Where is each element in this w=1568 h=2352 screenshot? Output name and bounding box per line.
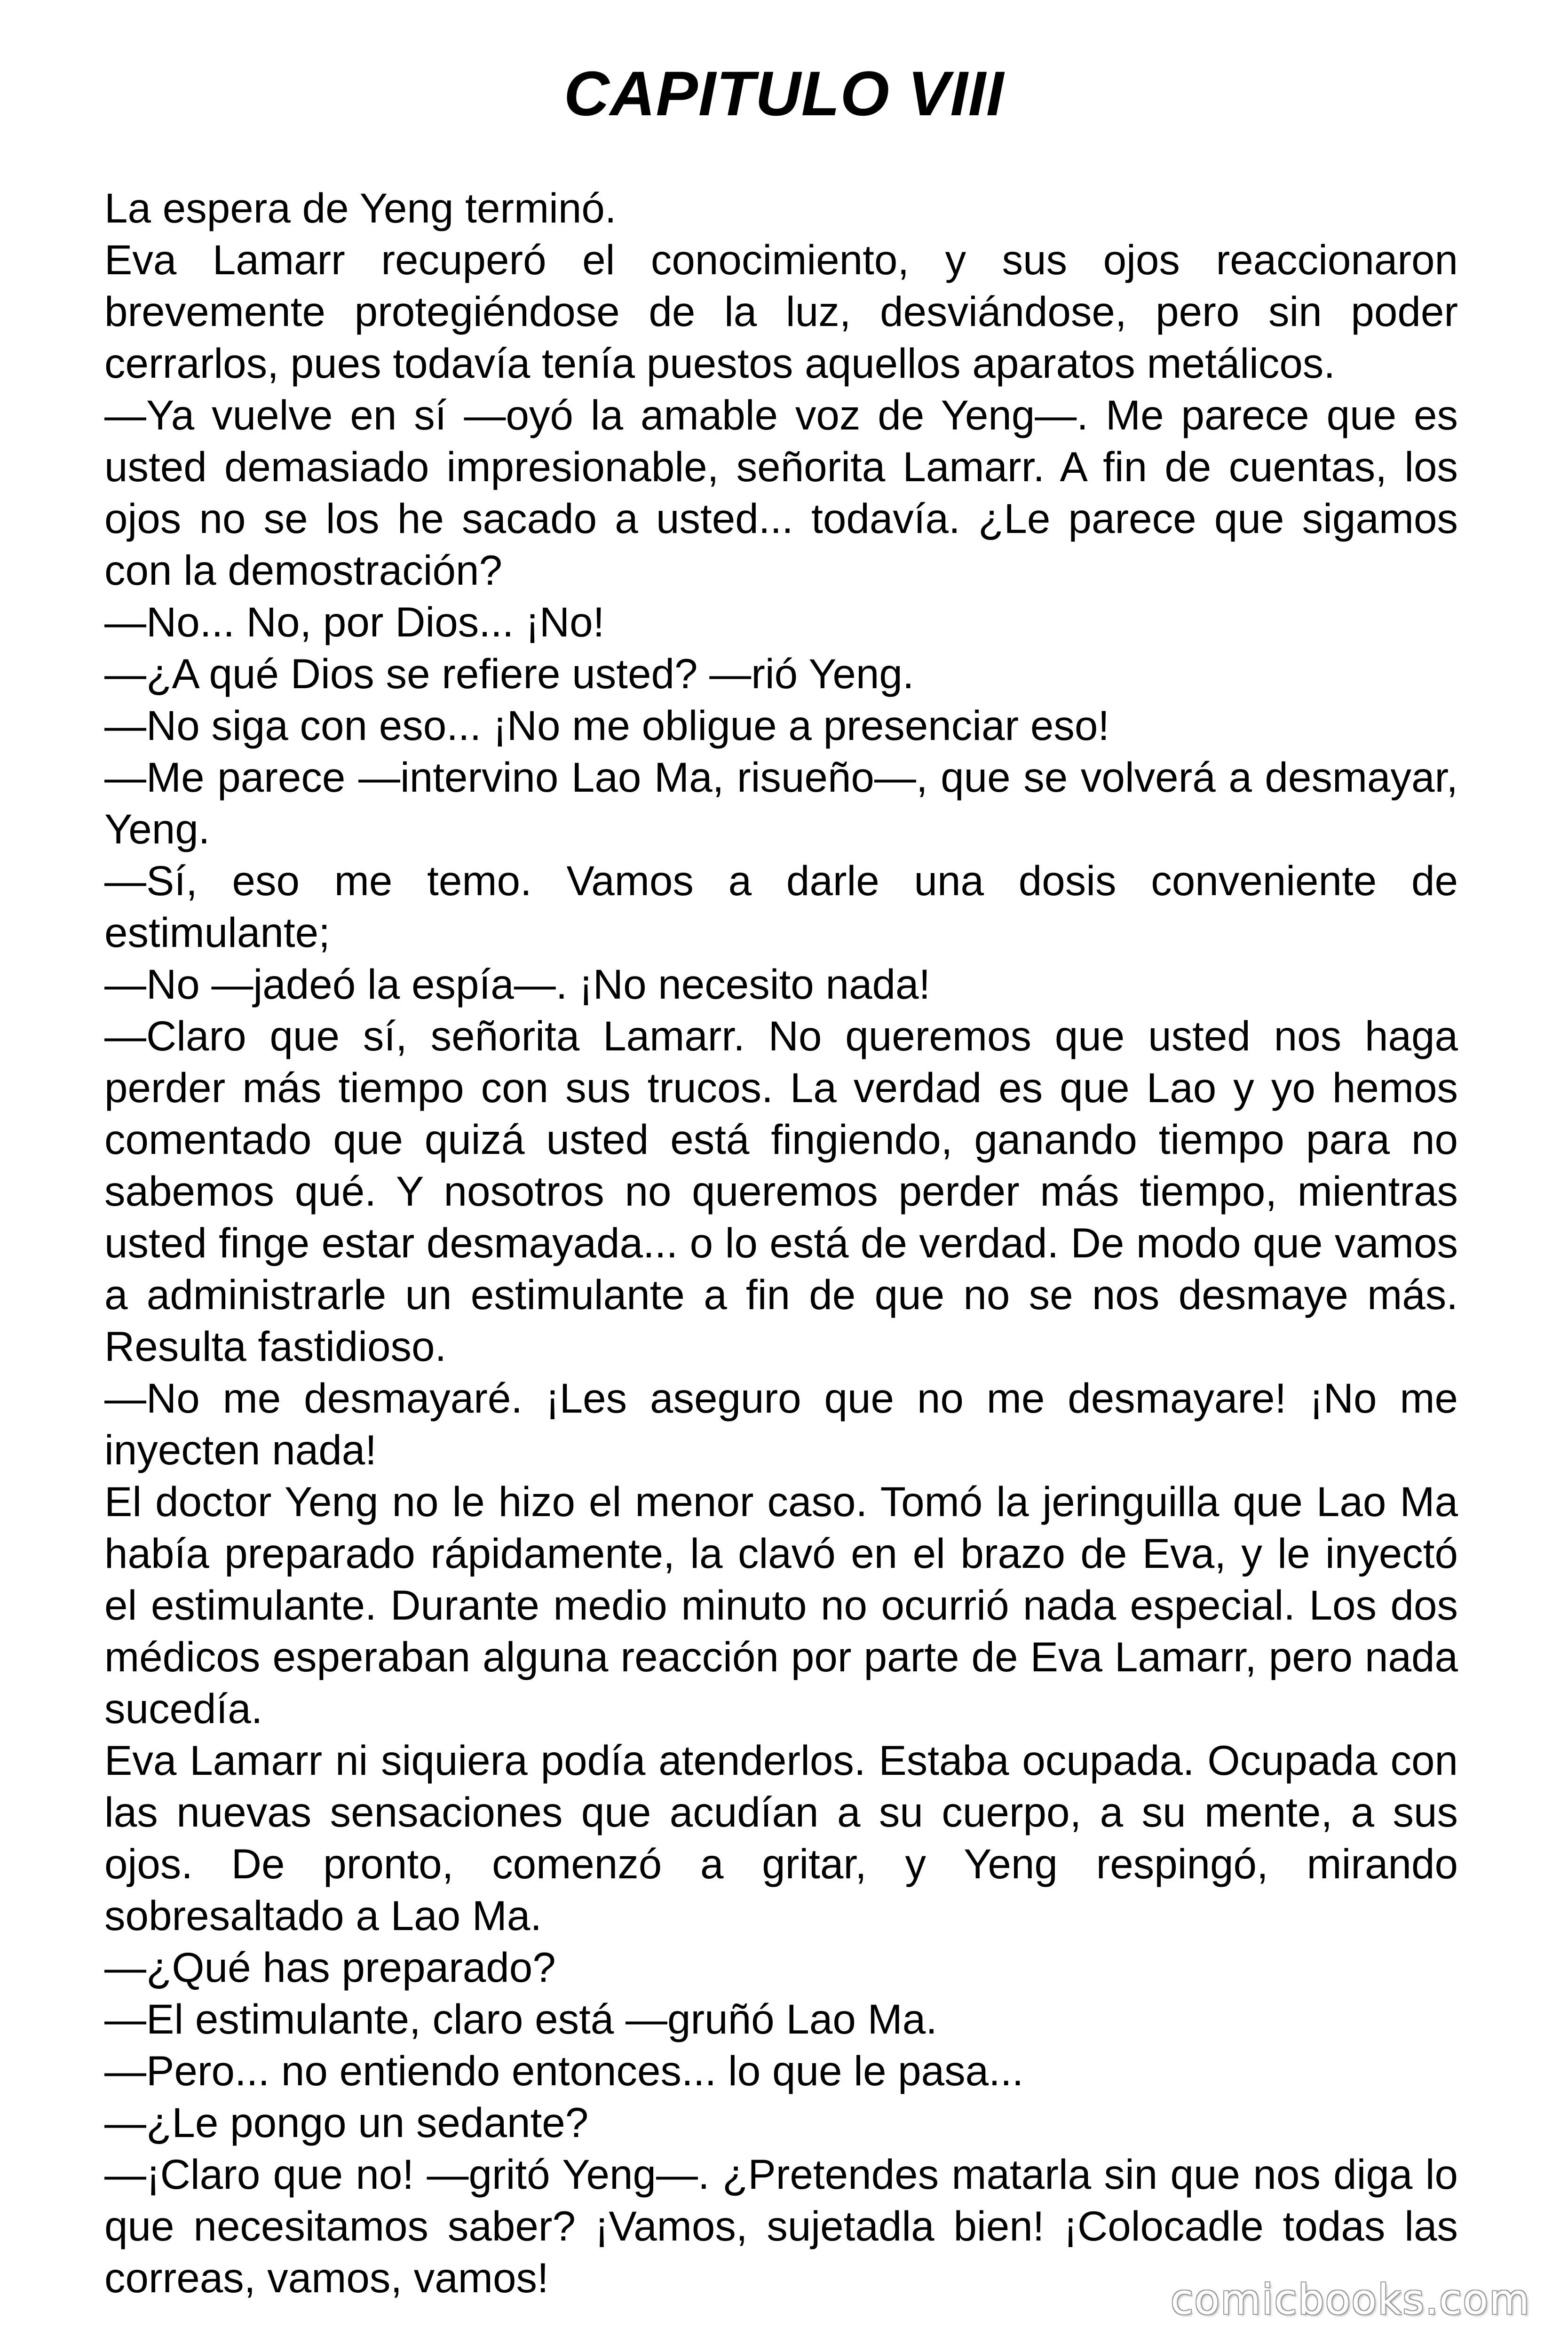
paragraph: —No me desmayaré. ¡Les aseguro que no me desmayare! ¡No me inyecten nada! xyxy=(104,1375,1458,1473)
paragraph: Eva Lamarr recuperó el conocimiento, y sus ojos reaccionaron brevemente protegiéndose de la luz, desviándose, pero sin poder cerrarlos, pues todavía tenía puestos aquellos aparatos metálicos. xyxy=(104,236,1458,387)
paragraph: —¡Claro que no! —gritó Yeng—. ¿Pretendes matarla sin que nos diga lo que necesitamos saber? ¡Vamos, sujetadla bien! ¡Colocadle todas las correas, vamos, vamos! xyxy=(104,2151,1458,2301)
paragraph: —Me parece —intervino Lao Ma, risueño—, que se volverá a desmayar, Yeng. xyxy=(104,754,1458,852)
paragraph: El doctor Yeng no le hizo el menor caso. Tomó la jeringuilla que Lao Ma había preparado rápidamente, la clavó en el brazo de Eva, y le inyectó el estimulante. Durante medio minuto no ocurrió nada especial. Los dos médicos esperaban alguna reacción por parte de Eva Lamarr, pero nada sucedía. xyxy=(104,1478,1458,1732)
paragraph: —Pero... no entiendo entonces... lo que le pasa... xyxy=(104,2047,1024,2094)
paragraph: —Claro que sí, señorita Lamarr. No queremos que usted nos haga perder más tiempo con sus trucos. La verdad es que Lao y yo hemos comentado que quizá usted está fingiendo, ganando tiempo para no sabemos qué. Y nosotros no queremos perder más tiempo, mientras usted finge estar desmayada... o lo está de verdad. De modo que vamos a administrarle un estimulante a fin de que no se nos desmaye más. Resulta fastidioso. xyxy=(104,1012,1458,1370)
paragraph: —El estimulante, claro está —gruñó Lao Ma. xyxy=(104,1995,937,2042)
chapter-body xyxy=(104,182,1458,2304)
paragraph: —Ya vuelve en sí —oyó la amable voz de Yeng—. Me parece que es usted demasiado impresionable, señorita Lamarr. A fin de cuentas, los ojos no se los he sacado a usted... todavía. ¿Le parece que sigamos con la demostración? xyxy=(104,391,1458,594)
watermark: comicbooks.com xyxy=(1170,2275,1530,2324)
paragraph: —¿A qué Dios se refiere usted? —rió Yeng. xyxy=(104,650,914,697)
paragraph: La espera de Yeng terminó. xyxy=(104,184,617,231)
paragraph: Eva Lamarr ni siquiera podía atenderlos. Estaba ocupada. Ocupada con las nuevas sensaciones que acudían a su cuerpo, a su mente, a sus ojos. De pronto, comenzó a gritar, y Yeng respingó, mirando sobresaltado a Lao Ma. xyxy=(104,1737,1458,1939)
paragraph: —No... No, por Dios... ¡No! xyxy=(104,598,605,645)
paragraph: —¿Le pongo un sedante? xyxy=(104,2099,589,2146)
paragraph: —Sí, eso me temo. Vamos a darle una dosis conveniente de estimulante; xyxy=(104,857,1458,956)
paragraph: —No siga con eso... ¡No me obligue a presenciar eso! xyxy=(104,702,1110,749)
chapter-title: CAPITULO VIII xyxy=(563,59,1005,129)
paragraph: —No —jadeó la espía—. ¡No necesito nada! xyxy=(104,961,931,1008)
paragraph: —¿Qué has preparado? xyxy=(104,1944,556,1991)
